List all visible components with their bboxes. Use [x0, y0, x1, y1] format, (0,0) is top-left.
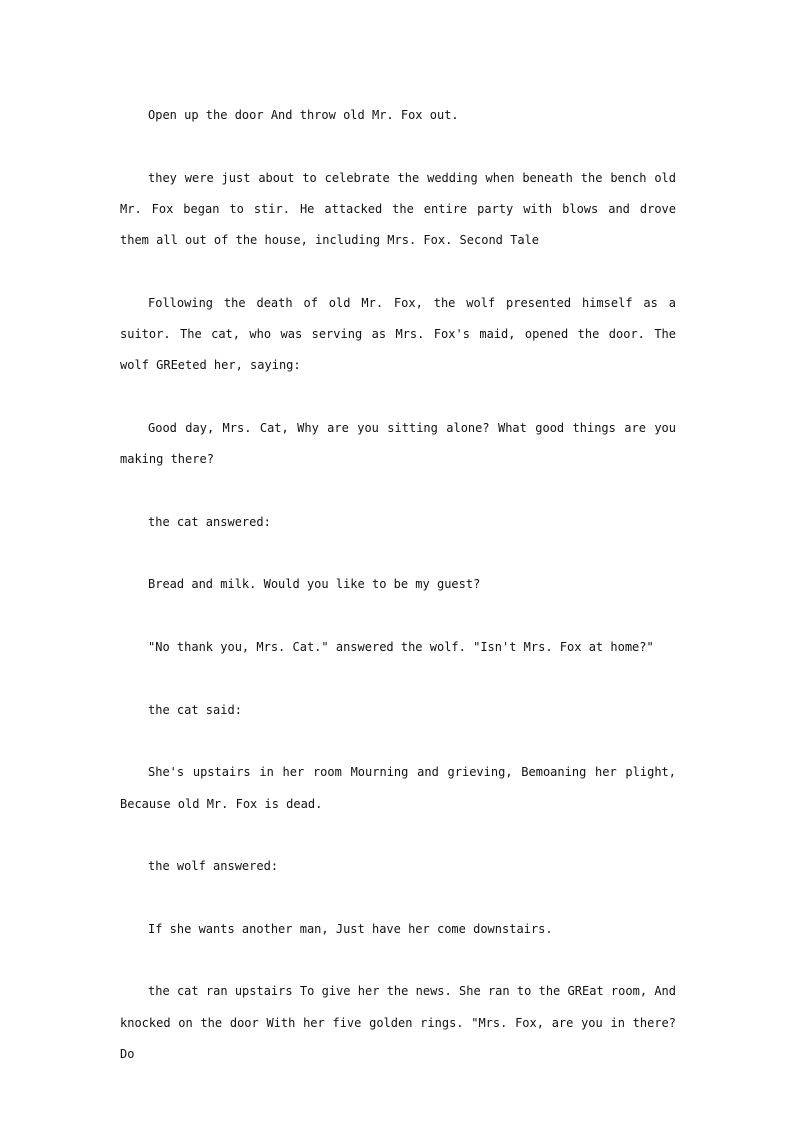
paragraph: Following the death of old Mr. Fox, the wolf presented himself as a suitor. The cat, who was serving as Mrs. Fox's maid, opened the door. The wolf GREeted her, saying:	[120, 295, 676, 373]
paragraph: the cat ran upstairs To give her the news. She ran to the GREat room, And knocked on the door With her five golden rings. "Mrs. Fox, are you in there? Do	[120, 984, 676, 1061]
body-text	[120, 100, 676, 1102]
paragraph: Bread and milk. Would you like to be my guest?	[148, 577, 481, 592]
paragraph: the cat answered:	[148, 514, 271, 529]
paragraph: "No thank you, Mrs. Cat." answered the wolf. "Isn't Mrs. Fox at home?"	[148, 640, 654, 655]
paragraph: Open up the door And throw old Mr. Fox out.	[148, 108, 459, 122]
paragraph: they were just about to celebrate the wedding when beneath the bench old Mr. Fox began to stir. He attacked the entire party with blows and drove them all out of the house, including Mrs. Fox. Second Tale	[120, 170, 676, 248]
paragraph: Good day, Mrs. Cat, Why are you sitting alone? What good things are you making there?	[120, 420, 676, 467]
paragraph: If she wants another man, Just have her come downstairs.	[148, 921, 553, 936]
paragraph: She's upstairs in her room Mourning and grieving, Bemoaning her plight, Because old Mr. Fox is dead.	[120, 765, 676, 811]
paragraph: the wolf answered:	[148, 859, 279, 874]
paragraph: the cat said:	[148, 702, 242, 717]
